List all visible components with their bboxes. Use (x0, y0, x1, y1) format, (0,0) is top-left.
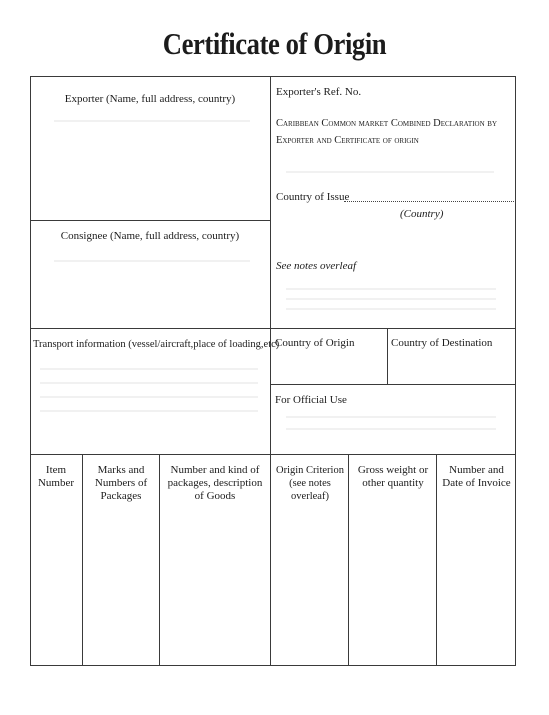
faint-text-line (40, 410, 258, 412)
notes-overleaf-text: See notes overleaf (276, 260, 357, 272)
faint-text-line (286, 171, 494, 173)
faint-text-line (286, 308, 496, 310)
form-border-top (30, 76, 516, 77)
faint-text-line (54, 260, 250, 262)
table-header-item-number: Item Number (37, 464, 75, 489)
transport-label: Transport information (vessel/aircraft,place of loading,etc) (33, 339, 280, 350)
country-of-origin-label: Country of Origin (275, 337, 355, 349)
official-use-label: For Official Use (275, 394, 347, 406)
table-header-marks: Marks and Numbers of Packages (94, 464, 148, 502)
country-of-issue-dotted-line (344, 201, 514, 202)
faint-text-line (286, 298, 496, 300)
table-header-gross-weight: Gross weight or other quantity (357, 464, 429, 489)
table-header-invoice: Number and Date of Invoice (442, 464, 511, 489)
faint-text-line (40, 396, 258, 398)
table-top-line (30, 454, 516, 455)
form-border-left (30, 76, 31, 666)
form-border-bottom (30, 665, 516, 666)
certificate-form (30, 76, 516, 666)
transport-row-divider (30, 328, 516, 329)
faint-text-line (54, 120, 250, 122)
table-col-divider-2 (159, 454, 160, 666)
country-of-destination-label: Country of Destination (391, 337, 493, 349)
consignee-label: Consignee (Name, full address, country) (60, 230, 240, 242)
faint-text-line (286, 416, 496, 418)
faint-text-line (286, 288, 496, 290)
country-sublabel: (Country) (400, 208, 444, 220)
origin-destination-divider (387, 328, 388, 385)
exporter-ref-label: Exporter's Ref. No. (276, 86, 362, 98)
declaration-text: Caribbean Common market Combined Declaration by Exporter and Certificate of origin (276, 118, 497, 146)
form-border-right (515, 76, 516, 666)
page-title: Certificate of Origin (162, 26, 387, 61)
faint-text-line (40, 368, 258, 370)
faint-text-line (40, 382, 258, 384)
exporter-label: Exporter (Name, full address, country) (64, 93, 236, 105)
table-col-divider-1 (82, 454, 83, 666)
faint-text-line (286, 428, 496, 430)
table-col-divider-5 (436, 454, 437, 666)
country-of-issue-label: Country of Issue (276, 191, 350, 203)
exporter-consignee-divider (30, 220, 271, 221)
center-divider (270, 76, 271, 454)
table-header-origin-criterion: Origin Criterion (see notes overleaf) (276, 465, 344, 502)
table-header-description: Number and kind of packages, description of Goods (167, 464, 263, 502)
official-use-divider (270, 384, 516, 385)
